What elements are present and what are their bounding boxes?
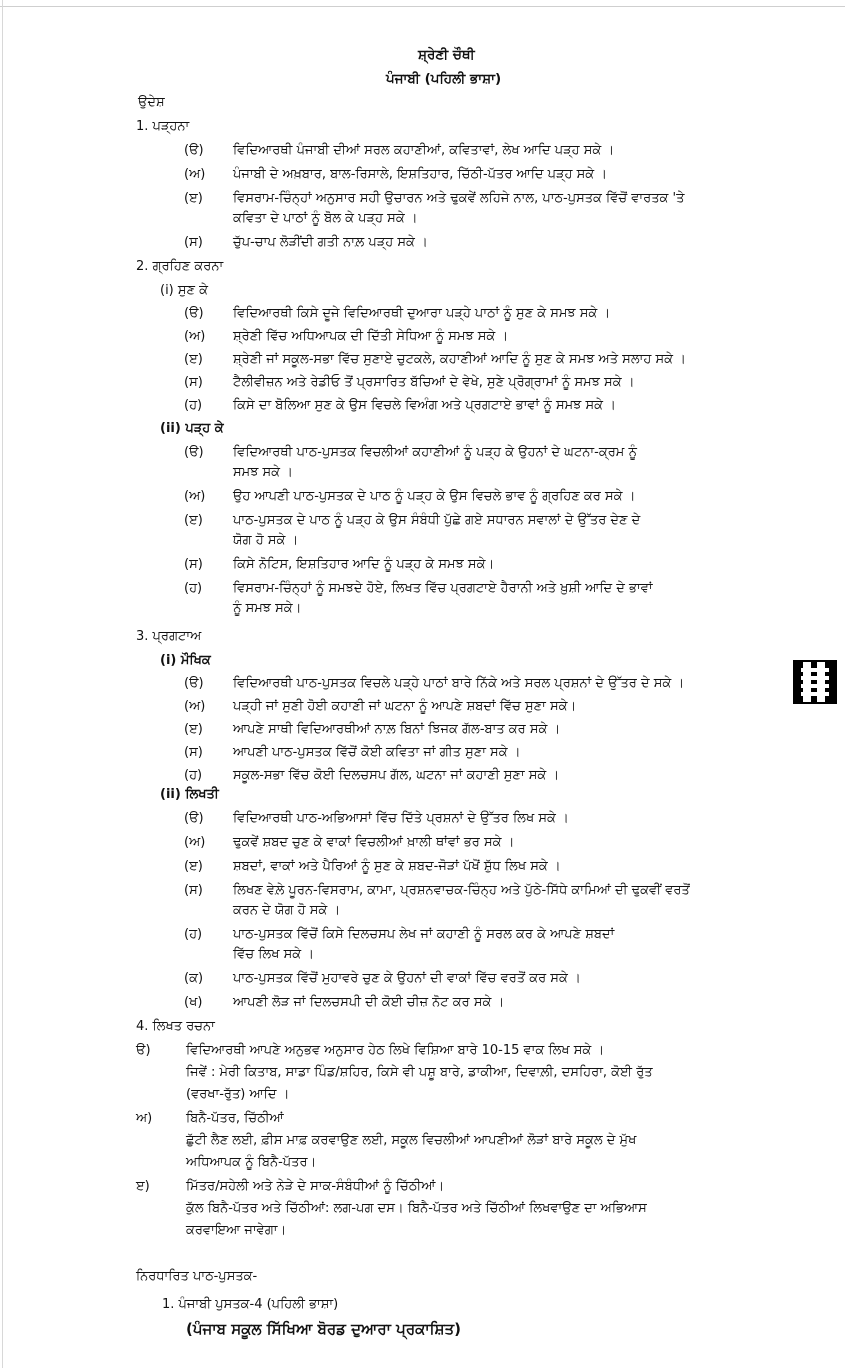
list-item-continued: ਛੁੱਟੀ ਲੈਣ ਲਈ, ਫ਼ੀਸ ਮਾਫ਼ ਕਰਵਾਉਣ ਲਈ, ਸਕੂਲ ਵਿਚਲੀਆਂ ਆਪਣੀਆਂ ਲੋੜਾਂ ਬਾਰੇ ਸਕੂਲ ਦੇ ਮੁੱਖ <box>186 1133 637 1148</box>
list-marker: (ਖ) <box>184 995 203 1010</box>
list-marker: ੳ) <box>136 1043 151 1058</box>
list-item: ਸਕੂਲ-ਸਭਾ ਵਿੱਚ ਕੋਈ ਦਿਲਚਸਪ ਗੱਲ, ਘਟਨਾ ਜਾਂ ਕਹਾਣੀ ਸੁਣਾ ਸਕੇ । <box>233 768 560 783</box>
list-marker: (ੳ) <box>184 811 204 826</box>
list-item: ਵਿਦਿਆਰਥੀ ਪਾਠ-ਅਭਿਆਸਾਂ ਵਿੱਚ ਦਿੱਤੇ ਪ੍ਰਸ਼ਨਾਂ ਦੇ ਉੱਤਰ ਲਿਖ ਸਕੇ । <box>233 811 569 826</box>
prescribed-publisher: (ਪੰਜਾਬ ਸਕੂਲ ਸਿੱਖਿਆ ਬੋਰਡ ਦੁਆਰਾ ਪ੍ਰਕਾਸ਼ਿਤ) <box>186 1320 461 1338</box>
list-item-continued: ਨੂੰ ਸਮਝ ਸਕੇ। <box>233 601 302 616</box>
list-item: ਆਪਣੀ ਲੋੜ ਜਾਂ ਦਿਲਚਸਪੀ ਦੀ ਕੋਈ ਚੀਜ਼ ਨੋਟ ਕਰ ਸਕੇ । <box>233 995 505 1010</box>
list-item: ਵਿਦਿਆਰਥੀ ਪਾਠ-ਪੁਸਤਕ ਵਿਚਲੀਆਂ ਕਹਾਣੀਆਂ ਨੂੰ ਪੜ੍ਹ ਕੇ ਉਹਨਾਂ ਦੇ ਘਟਨਾ-ਕ੍ਰਮ ਨੂੰ <box>233 445 637 460</box>
subsection-listening-heading: (i) ਸੁਣ ਕੇ <box>160 283 209 298</box>
list-item-continued: ਵਿੱਚ ਲਿਖ ਸਕੇ । <box>233 947 314 962</box>
list-marker: (ਸ) <box>184 745 203 760</box>
list-marker: (ਸ) <box>184 375 203 390</box>
qr-code-icon <box>795 662 835 702</box>
objectives-heading: ਉਦੇਸ਼ <box>138 95 165 110</box>
list-marker: (ਅ) <box>184 167 206 182</box>
section-reading-heading: 1. ਪੜ੍ਹਨਾ <box>136 119 190 134</box>
list-item: ਟੈਲੀਵੀਜ਼ਨ ਅਤੇ ਰੇਡੀਓ ਤੋਂ ਪ੍ਰਸਾਰਿਤ ਬੱਚਿਆਂ ਦੇ ਵੇਖੇ, ਸੁਣੇ ਪ੍ਰੋਗ੍ਰਾਮਾਂ ਨੂੰ ਸਮਝ ਸਕੇ । <box>233 375 635 390</box>
list-item: ਉਹ ਆਪਣੀ ਪਾਠ-ਪੁਸਤਕ ਦੇ ਪਾਠ ਨੂੰ ਪੜ੍ਹ ਕੇ ਉਸ ਵਿਚਲੇ ਭਾਵ ਨੂੰ ਗ੍ਰਹਿਣ ਕਰ ਸਕੇ । <box>233 489 636 504</box>
list-item: ਸ਼੍ਰੇਣੀ ਵਿੱਚ ਅਧਿਆਪਕ ਦੀ ਦਿੱਤੀ ਸੇਧਿਆ ਨੂੰ ਸਮਝ ਸਕੇ । <box>233 329 509 344</box>
section-expression-heading: 3. ਪ੍ਰਗਟਾਅ <box>136 629 202 644</box>
list-marker: (ੲ) <box>184 859 203 874</box>
list-marker: (ਹ) <box>184 398 203 413</box>
subsection-written-heading: (ii) ਲਿਖਤੀ <box>160 787 219 802</box>
list-item: ਵਿਸਰਾਮ-ਚਿੰਨ੍ਹਾਂ ਅਨੁਸਾਰ ਸਹੀ ਉਚਾਰਨ ਅਤੇ ਢੁਕਵੇਂ ਲਹਿਜੇ ਨਾਲ, ਪਾਠ-ਪੁਸਤਕ ਵਿੱਚੋਂ ਵਾਰਤਕ 'ਤੇ <box>233 191 685 206</box>
list-item-continued: ਅਧਿਆਪਕ ਨੂੰ ਬਿਨੈ-ਪੱਤਰ। <box>186 1155 317 1170</box>
prescribed-book: 1. ਪੰਜਾਬੀ ਪੁਸਤਕ-4 (ਪਹਿਲੀ ਭਾਸ਼ਾ) <box>162 1297 339 1312</box>
list-marker: (ਅ) <box>184 699 206 714</box>
list-marker: (ਸ) <box>184 557 203 572</box>
section-composition-heading: 4. ਲਿਖਤ ਰਚਨਾ <box>136 1019 215 1034</box>
list-item: ਵਿਦਿਆਰਥੀ ਕਿਸੇ ਦੂਜੇ ਵਿਦਿਆਰਥੀ ਦੁਆਰਾ ਪੜ੍ਹੇ ਪਾਠਾਂ ਨੂੰ ਸੁਣ ਕੇ ਸਮਝ ਸਕੇ । <box>233 306 611 321</box>
list-item: ਬਿਨੈ-ਪੱਤਰ, ਚਿੱਠੀਆਂ <box>186 1111 284 1126</box>
list-marker: (ੲ) <box>184 513 203 528</box>
subsection-reading-heading: (ii) ਪੜ੍ਹ ਕੇ <box>160 421 224 436</box>
list-item-continued: ਕਵਿਤਾ ਦੇ ਪਾਠਾਂ ਨੂੰ ਬੋਲ ਕੇ ਪੜ੍ਹ ਸਕੇ । <box>233 211 418 226</box>
list-marker: (ਹ) <box>184 581 203 596</box>
list-marker: (ੲ) <box>184 191 203 206</box>
prescribed-heading: ਨਿਰਧਾਰਿਤ ਪਾਠ-ਪੁਸਤਕ- <box>136 1269 258 1284</box>
list-item: ਲਿਖਣ ਵੇਲ਼ੇ ਪੂਰਨ-ਵਿਸਰਾਮ, ਕਾਮਾ, ਪ੍ਰਸ਼ਨਵਾਚਕ-ਚਿੰਨ੍ਹ ਅਤੇ ਪੁੱਠੇ-ਸਿੱਧੇ ਕਾਮਿਆਂ ਦੀ ਢੁਕਵੀਂ ਵਰਤੋਂ <box>233 883 690 898</box>
list-item-continued: (ਵਰਖਾ-ਰੁੱਤ) ਆਦਿ । <box>186 1087 290 1102</box>
list-marker: (ਹ) <box>184 927 203 942</box>
list-item: ਕਿਸੇ ਦਾ ਬੋਲਿਆ ਸੁਣ ਕੇ ਉਸ ਵਿਚਲੇ ਵਿਅੰਗ ਅਤੇ ਪ੍ਰਗਟਾਏ ਭਾਵਾਂ ਨੂੰ ਸਮਝ ਸਕੇ । <box>233 398 616 413</box>
list-item: ਪਾਠ-ਪੁਸਤਕ ਦੇ ਪਾਠ ਨੂੰ ਪੜ੍ਹ ਕੇ ਉਸ ਸੰਬੰਧੀ ਪੁੱਛੇ ਗਏ ਸਧਾਰਨ ਸਵਾਲਾਂ ਦੇ ਉੱਤਰ ਦੇਣ ਦੇ <box>233 513 641 528</box>
list-marker: (ਸ) <box>184 883 203 898</box>
list-item: ਸ਼ਬਦਾਂ, ਵਾਕਾਂ ਅਤੇ ਪੈਰਿਆਂ ਨੂੰ ਸੁਣ ਕੇ ਸ਼ਬਦ-ਜੋੜਾਂ ਪੱਖੋਂ ਸ਼ੁੱਧ ਲਿਖ ਸਕੇ । <box>233 859 561 874</box>
list-marker: (ਸ) <box>184 235 203 250</box>
list-marker: (ੳ) <box>184 445 204 460</box>
list-marker: (ੲ) <box>184 352 203 367</box>
list-item: ਪਾਠ-ਪੁਸਤਕ ਵਿੱਚੋਂ ਕਿਸੇ ਦਿਲਚਸਪ ਲੇਖ ਜਾਂ ਕਹਾਣੀ ਨੂੰ ਸਰਲ ਕਰ ਕੇ ਆਪਣੇ ਸ਼ਬਦਾਂ <box>233 927 615 942</box>
list-marker: (ਅ) <box>184 835 206 850</box>
subsection-oral-heading: (i) ਮੌਖਿਕ <box>160 653 211 668</box>
list-marker: ਅ) <box>136 1111 153 1126</box>
list-item: ਵਿਦਿਆਰਥੀ ਆਪਣੇ ਅਨੁਭਵ ਅਨੁਸਾਰ ਹੇਠ ਲਿਖੇ ਵਿਸ਼ਿਆ ਬਾਰੇ 10-15 ਵਾਕ ਲਿਖ ਸਕੇ । <box>186 1043 605 1058</box>
list-item: ਕਿਸੇ ਨੋਟਿਸ, ਇਸ਼ਤਿਹਾਰ ਆਦਿ ਨੂੰ ਪੜ੍ਹ ਕੇ ਸਮਝ ਸਕੇ। <box>233 557 495 572</box>
subject-title: ਪੰਜਾਬੀ (ਪਹਿਲੀ ਭਾਸ਼ਾ) <box>386 71 502 87</box>
list-item: ਵਿਦਿਆਰਥੀ ਪਾਠ-ਪੁਸਤਕ ਵਿਚਲੇ ਪੜ੍ਹੇ ਪਾਠਾਂ ਬਾਰੇ ਨਿੱਕੇ ਅਤੇ ਸਰਲ ਪ੍ਰਸ਼ਨਾਂ ਦੇ ਉੱਤਰ ਦੇ ਸਕੇ । <box>233 676 685 691</box>
list-marker: (ਹ) <box>184 768 203 783</box>
list-marker: (ੳ) <box>184 676 204 691</box>
list-marker: (ਅ) <box>184 489 206 504</box>
list-item-continued: ਕਰਨ ਦੇ ਯੋਗ ਹੋ ਸਕੇ । <box>233 903 341 918</box>
list-item: ਆਪਣੇ ਸਾਥੀ ਵਿਦਿਆਰਥੀਆਂ ਨਾਲ਼ ਬਿਨਾਂ ਝਿਜਕ ਗੱਲ-ਬਾਤ ਕਰ ਸਕੇ । <box>233 722 561 737</box>
list-marker: (ੳ) <box>184 306 204 321</box>
list-item: ਪੰਜਾਬੀ ਦੇ ਅਖ਼ਬਾਰ, ਬਾਲ-ਰਿਸਾਲੇ, ਇਸ਼ਤਿਹਾਰ, ਚਿੱਠੀ-ਪੱਤਰ ਆਦਿ ਪੜ੍ਹ ਸਕੇ । <box>233 167 608 182</box>
list-item: ਪੜ੍ਹੀ ਜਾਂ ਸੁਣੀ ਹੋਈ ਕਹਾਣੀ ਜਾਂ ਘਟਨਾ ਨੂੰ ਆਪਣੇ ਸ਼ਬਦਾਂ ਵਿੱਚ ਸੁਣਾ ਸਕੇ। <box>233 699 577 714</box>
list-marker: (ਅ) <box>184 329 206 344</box>
list-item: ਆਪਣੀ ਪਾਠ-ਪੁਸਤਕ ਵਿੱਚੋਂ ਕੋਈ ਕਵਿਤਾ ਜਾਂ ਗੀਤ ਸੁਣਾ ਸਕੇ । <box>233 745 521 760</box>
list-item: ਵਿਸਰਾਮ-ਚਿੰਨ੍ਹਾਂ ਨੂੰ ਸਮਝਦੇ ਹੋਏ, ਲਿਖਤ ਵਿੱਚ ਪ੍ਰਗਟਾਏ ਹੈਰਾਨੀ ਅਤੇ ਖ਼ੁਸ਼ੀ ਆਦਿ ਦੇ ਭਾਵਾਂ <box>233 581 653 596</box>
list-item-continued: ਕੁੱਲ ਬਿਨੈ-ਪੱਤਰ ਅਤੇ ਚਿੱਠੀਆਂ: ਲਗ-ਪਗ ਦਸ। ਬਿਨੈ-ਪੱਤਰ ਅਤੇ ਚਿੱਠੀਆਂ ਲਿਖਵਾਉਣ ਦਾ ਅਭਿਆਸ <box>186 1201 647 1216</box>
list-item: ਵਿਦਿਆਰਥੀ ਪੰਜਾਬੀ ਦੀਆਂ ਸਰਲ ਕਹਾਣੀਆਂ, ਕਵਿਤਾਵਾਂ, ਲੇਖ ਆਦਿ ਪੜ੍ਹ ਸਕੇ । <box>233 143 615 158</box>
class-title: ਸ਼੍ਰੇਣੀ ਚੌਥੀ <box>418 47 475 63</box>
list-item-continued: ਜਿਵੇਂ : ਮੇਰੀ ਕਿਤਾਬ, ਸਾਡਾ ਪਿੰਡ/ਸ਼ਹਿਰ, ਕਿਸੇ ਵੀ ਪਸ਼ੂ ਬਾਰੇ, ਡਾਕੀਆ, ਦਿਵਾਲ਼ੀ, ਦਸਹਿਰਾ, ਕੋਈ ਰੁੱਤ <box>186 1065 653 1080</box>
list-marker: (ੳ) <box>184 143 204 158</box>
list-marker: (ਕ) <box>184 971 204 986</box>
list-marker: (ੲ) <box>184 722 203 737</box>
list-item-continued: ਸਮਝ ਸਕੇ । <box>233 465 293 480</box>
page-left-border <box>2 0 3 1368</box>
list-item: ਮਿੱਤਰ/ਸਹੇਲੀ ਅਤੇ ਨੇੜੇ ਦੇ ਸਾਕ-ਸੰਬੰਧੀਆਂ ਨੂੰ ਚਿੱਠੀਆਂ। <box>186 1179 445 1194</box>
list-item: ਚੁੱਪ-ਚਾਪ ਲੋੜੀਂਦੀ ਗਤੀ ਨਾਲ਼ ਪੜ੍ਹ ਸਕੇ । <box>233 235 428 250</box>
list-item-continued: ਯੋਗ ਹੋ ਸਕੇ । <box>233 533 299 548</box>
list-item-continued: ਕਰਵਾਇਆ ਜਾਵੇਗਾ। <box>186 1223 287 1238</box>
list-item: ਪਾਠ-ਪੁਸਤਕ ਵਿੱਚੋਂ ਮੁਹਾਵਰੇ ਚੁਣ ਕੇ ਉਹਨਾਂ ਦੀ ਵਾਕਾਂ ਵਿੱਚ ਵਰਤੋਂ ਕਰ ਸਕੇ । <box>233 971 581 986</box>
list-item: ਢੁਕਵੇਂ ਸ਼ਬਦ ਚੁਣ ਕੇ ਵਾਕਾਂ ਵਿਚਲੀਆਂ ਖ਼ਾਲੀ ਥਾਂਵਾਂ ਭਰ ਸਕੇ । <box>233 835 515 850</box>
page-top-border <box>0 6 845 7</box>
list-marker: ੲ) <box>136 1179 150 1194</box>
section-comprehension-heading: 2. ਗ੍ਰਹਿਣ ਕਰਨਾ <box>136 259 224 274</box>
list-item: ਸ਼੍ਰੇਣੀ ਜਾਂ ਸਕੂਲ-ਸਭਾ ਵਿੱਚ ਸੁਣਾਏ ਚੁਟਕਲੇ, ਕਹਾਣੀਆਂ ਆਦਿ ਨੂੰ ਸੁਣ ਕੇ ਸਮਝ ਅਤੇ ਸਲਾਹ ਸਕੇ । <box>233 352 686 367</box>
